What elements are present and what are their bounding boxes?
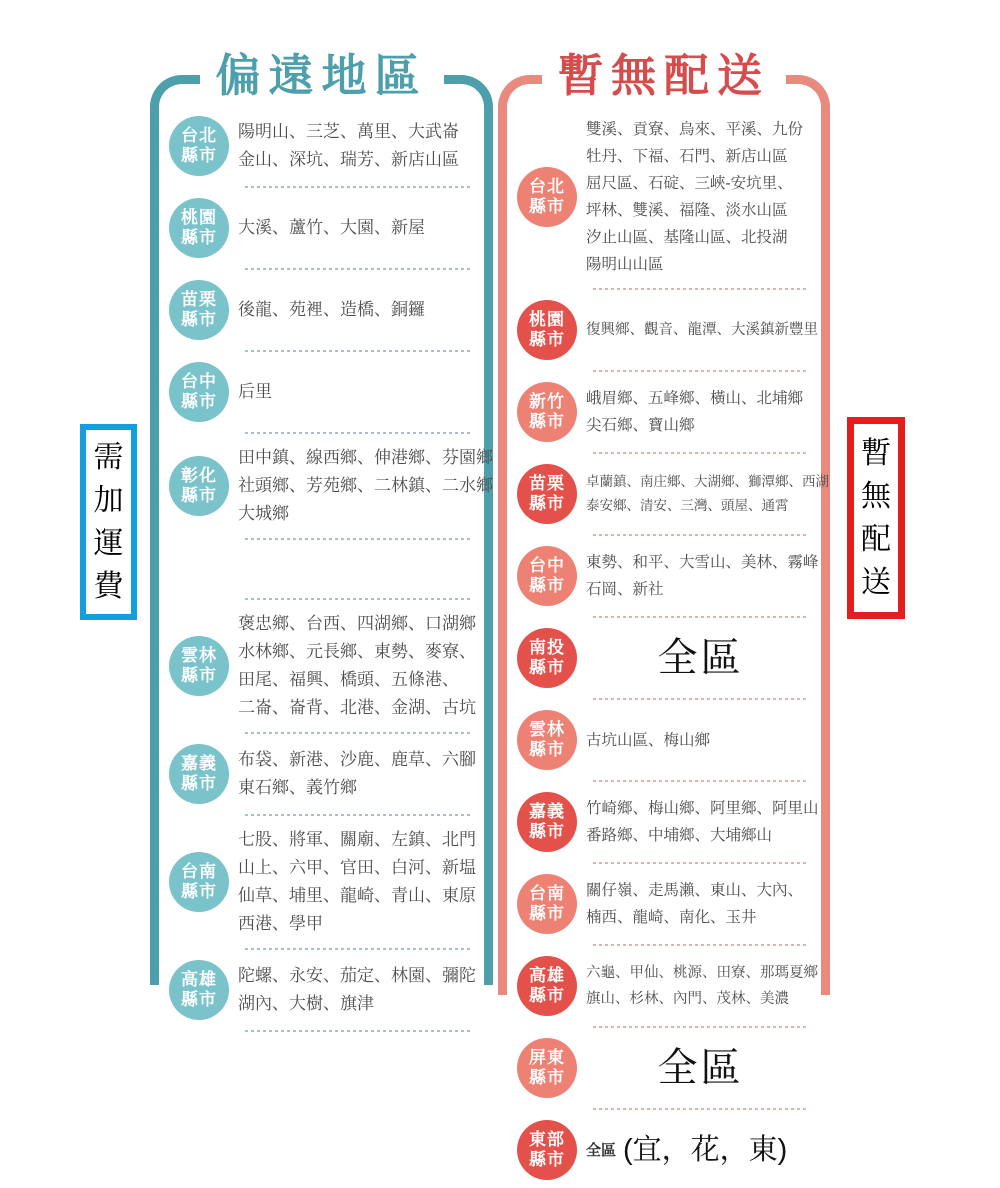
district-list	[586, 317, 818, 343]
district-line: 二崙、崙背、北港、金湖、古坑	[238, 698, 476, 717]
district-line: 石岡、新社	[586, 581, 664, 598]
remote-areas-rows	[159, 84, 493, 1032]
district-line: 東勢、和平、大雪山、美林、霧峰	[586, 554, 819, 571]
district-line: 泰安鄉、清安、三灣、頭屋、通霄	[586, 498, 789, 513]
row-divider	[593, 780, 809, 782]
district-list	[586, 470, 829, 518]
district-list	[238, 118, 478, 174]
district-list	[586, 635, 815, 680]
district-line: 山上、六甲、官田、白河、新塭	[238, 858, 476, 877]
region-badge-text: 苗栗	[181, 289, 217, 309]
row-divider	[593, 370, 809, 372]
region-badge-text: 雲林	[529, 719, 565, 739]
region-badge-text: 南投	[529, 637, 565, 657]
district-list	[586, 727, 815, 754]
district-list	[238, 444, 493, 528]
district-list	[238, 826, 478, 938]
district-line: 竹崎鄉、梅山鄉、阿里鄉、阿里山	[586, 800, 819, 817]
district-line: 番路鄉、中埔鄉、大埔鄉山	[586, 827, 773, 844]
district-line: 金山、深坑、瑞芳、新店山區	[238, 150, 459, 169]
side-label-char: 加	[93, 483, 124, 517]
district-line: 后里	[238, 382, 272, 401]
region-badge-text: 嘉義	[181, 753, 217, 773]
region-badge	[169, 198, 229, 258]
remote-row-7	[159, 602, 484, 730]
district-line: 雙溪、貢寮、烏來、平溪、九份	[586, 121, 804, 138]
district-line: 湖內、大樹、旗津	[238, 994, 374, 1013]
no-delivery-row-8	[507, 784, 821, 860]
no-delivery-row-2	[507, 292, 821, 368]
region-badge-text: 縣市	[181, 310, 217, 329]
row-divider	[245, 598, 472, 600]
row-divider	[245, 432, 472, 434]
region-badge-text: 縣市	[529, 412, 565, 431]
region-badge-text: 嘉義	[529, 801, 565, 821]
district-line: 七股、將軍、關廟、左鎮、北門	[238, 830, 476, 849]
region-badge-text: 縣市	[529, 197, 565, 216]
region-badge-text: 新竹	[529, 391, 565, 411]
region-badge	[517, 546, 577, 606]
no-delivery-row-4	[507, 456, 829, 532]
district-list	[238, 296, 478, 324]
region-badge	[517, 1038, 577, 1098]
district-line: 牡丹、下福、石門、新店山區	[586, 148, 788, 165]
region-badge	[517, 628, 577, 688]
row-divider	[245, 732, 472, 734]
region-badge	[517, 464, 577, 524]
district-list	[586, 116, 815, 278]
region-badge-text: 縣市	[529, 1068, 565, 1087]
region-badge-text: 縣市	[181, 486, 217, 505]
region-badge	[169, 960, 229, 1020]
row-divider	[593, 452, 809, 454]
district-list	[238, 746, 478, 802]
region-badge-text: 台北	[529, 176, 565, 196]
row-divider	[593, 698, 809, 700]
counties-text: (宜，花，東)	[623, 1133, 788, 1166]
region-badge	[169, 280, 229, 340]
row-divider	[245, 948, 472, 950]
row-divider	[593, 944, 809, 946]
region-badge-text: 縣市	[529, 822, 565, 841]
remote-row-4	[159, 354, 484, 430]
district-line: 復興鄉、觀音、龍潭、大溪鎮新豐里	[586, 322, 818, 338]
no-delivery-row-9	[507, 866, 821, 942]
row-divider	[245, 350, 472, 352]
region-badge-text: 縣市	[529, 904, 565, 923]
side-label-char: 運	[93, 526, 124, 560]
row-divider	[593, 288, 809, 290]
district-list	[586, 960, 818, 1012]
no-delivery-row-11	[507, 1030, 821, 1106]
region-badge-text: 苗栗	[529, 473, 565, 493]
district-line: 褒忠鄉、台西、四湖鄉、口湖鄉	[238, 614, 476, 633]
row-divider	[245, 186, 472, 188]
remote-empty-row	[159, 542, 484, 596]
no-delivery-side-label	[847, 417, 905, 619]
district-list	[586, 877, 815, 931]
region-badge-text: 縣市	[529, 1150, 565, 1169]
region-badge	[169, 852, 229, 912]
district-line: 後龍、苑裡、造橋、銅鑼	[238, 300, 425, 319]
region-badge-text: 屏東	[529, 1047, 565, 1067]
region-badge-text: 縣市	[529, 658, 565, 677]
region-badge-text: 縣市	[529, 330, 565, 349]
row-divider	[245, 538, 472, 540]
district-list	[238, 962, 478, 1018]
side-label-char: 無	[861, 479, 891, 513]
district-list	[586, 1133, 815, 1166]
remote-areas-title: 偏遠地區	[199, 51, 443, 101]
district-line: 坪林、雙溪、福隆、淡水山區	[586, 202, 788, 219]
district-line: 社頭鄉、芳苑鄉、二林鎮、二水鄉	[238, 476, 493, 495]
region-badge	[169, 456, 229, 516]
region-badge-text: 縣市	[529, 740, 565, 759]
region-badge	[517, 1120, 577, 1180]
region-badge	[517, 710, 577, 770]
side-label-char: 費	[93, 569, 124, 603]
district-line: 水林鄉、元長鄉、東勢、麥寮、	[238, 642, 476, 661]
row-divider	[593, 1108, 809, 1110]
no-delivery-title: 暫無配送	[542, 51, 786, 101]
district-line: 尖石鄉、寶山鄉	[586, 417, 695, 434]
region-badge-text: 台南	[181, 861, 217, 881]
region-badge-text: 台北	[181, 125, 217, 145]
district-line: 楠西、龍崎、南化、玉井	[586, 909, 757, 926]
side-label-char: 送	[861, 565, 891, 599]
no-delivery-row-6	[507, 620, 821, 696]
region-badge-text: 彰化	[181, 465, 217, 485]
district-line: 大溪、蘆竹、大園、新屋	[238, 218, 425, 237]
region-badge-text: 桃園	[181, 207, 217, 227]
district-line: 田中鎮、線西鄉、伸港鄉、芬園鄉	[238, 448, 493, 467]
region-badge	[169, 744, 229, 804]
side-label-char: 暫	[861, 436, 891, 470]
remote-row-8	[159, 736, 484, 812]
region-badge-text: 縣市	[181, 392, 217, 411]
region-badge-text: 台中	[529, 555, 565, 575]
region-badge	[517, 382, 577, 442]
region-badge-text: 高雄	[181, 969, 217, 989]
district-line: 布袋、新港、沙鹿、鹿草、六腳	[238, 750, 476, 769]
district-line: 大城鄉	[238, 504, 289, 523]
row-divider	[245, 1030, 472, 1032]
district-list	[238, 610, 478, 722]
region-badge-text: 縣市	[181, 990, 217, 1009]
district-list	[586, 385, 815, 439]
district-line: 陀螺、永安、茄定、林園、彌陀	[238, 966, 476, 985]
district-line: 陽明山、三芝、萬里、大武崙	[238, 122, 459, 141]
full-area-text: 全區	[657, 1045, 744, 1090]
region-badge	[517, 792, 577, 852]
region-badge	[517, 956, 577, 1016]
region-badge-text: 縣市	[181, 882, 217, 901]
district-line: 卓蘭鎮、南庄鄉、大湖鄉、獅潭鄉、西湖	[586, 474, 829, 489]
district-line: 六龜、甲仙、桃源、田寮、那瑪夏鄉	[586, 965, 818, 981]
row-divider	[245, 814, 472, 816]
no-delivery-row-3	[507, 374, 821, 450]
no-delivery-row-7	[507, 702, 821, 778]
no-delivery-panel	[498, 50, 830, 1169]
region-badge-text: 台中	[181, 371, 217, 391]
remote-row-9	[159, 818, 484, 946]
row-divider	[593, 862, 809, 864]
district-list	[586, 549, 819, 603]
district-list	[238, 214, 478, 242]
district-line: 峨眉鄉、五峰鄉、橫山、北埔鄉	[586, 390, 804, 407]
region-badge-text: 縣市	[181, 146, 217, 165]
region-badge-text: 台南	[529, 883, 565, 903]
region-badge-text: 縣市	[181, 228, 217, 247]
district-line: 關仔嶺、走馬瀨、東山、大內、	[586, 882, 804, 899]
row-divider	[593, 534, 809, 536]
region-badge-text: 縣市	[181, 774, 217, 793]
district-list	[586, 795, 819, 849]
remote-row-3	[159, 272, 484, 348]
region-badge	[517, 167, 577, 227]
region-badge-text: 高雄	[529, 965, 565, 985]
region-badge	[169, 116, 229, 176]
region-badge	[517, 874, 577, 934]
district-line: 陽明山山區	[586, 256, 664, 273]
region-badge	[169, 362, 229, 422]
remote-row-5	[159, 436, 493, 536]
remote-row-10	[159, 952, 484, 1028]
no-delivery-row-10	[507, 948, 821, 1024]
region-badge-text: 桃園	[529, 309, 565, 329]
no-delivery-row-1	[507, 108, 821, 286]
district-list	[586, 1045, 815, 1090]
district-line: 東石鄉、義竹鄉	[238, 778, 357, 797]
district-line: 汐止山區、基隆山區、北投湖	[586, 229, 788, 246]
district-list	[238, 378, 478, 406]
district-line: 西港、學甲	[238, 914, 323, 933]
full-area-text: 全區	[657, 635, 744, 680]
region-badge-text: 雲林	[181, 645, 217, 665]
no-delivery-row-12	[507, 1112, 821, 1188]
side-label-char: 配	[861, 522, 891, 556]
district-line: 仙草、埔里、龍崎、青山、東原	[238, 886, 476, 905]
extra-shipping-fee-label	[80, 424, 137, 620]
no-delivery-rows	[507, 84, 829, 1188]
district-line: 古坑山區、梅山鄉	[586, 731, 711, 749]
region-badge	[517, 300, 577, 360]
row-divider	[593, 616, 809, 618]
remote-row-2	[159, 190, 484, 266]
district-line: 田尾、福興、橋頭、五條港、	[238, 670, 459, 689]
no-delivery-row-5	[507, 538, 821, 614]
row-divider	[593, 1026, 809, 1028]
row-divider	[245, 268, 472, 270]
region-badge-text: 縣市	[529, 494, 565, 513]
remote-row-1	[159, 108, 484, 184]
region-badge	[169, 636, 229, 696]
region-badge-text: 東部	[529, 1129, 565, 1149]
region-badge-text: 縣市	[181, 666, 217, 685]
remote-areas-panel	[150, 50, 493, 1013]
district-line: 屈尺區、石碇、三峽-安坑里、	[586, 175, 793, 192]
region-badge-text: 縣市	[529, 576, 565, 595]
region-badge-text: 縣市	[529, 986, 565, 1005]
full-area-text: 全區	[586, 1141, 617, 1159]
side-label-char: 需	[93, 440, 124, 474]
district-line: 旗山、杉林、內門、茂林、美濃	[586, 991, 789, 1007]
